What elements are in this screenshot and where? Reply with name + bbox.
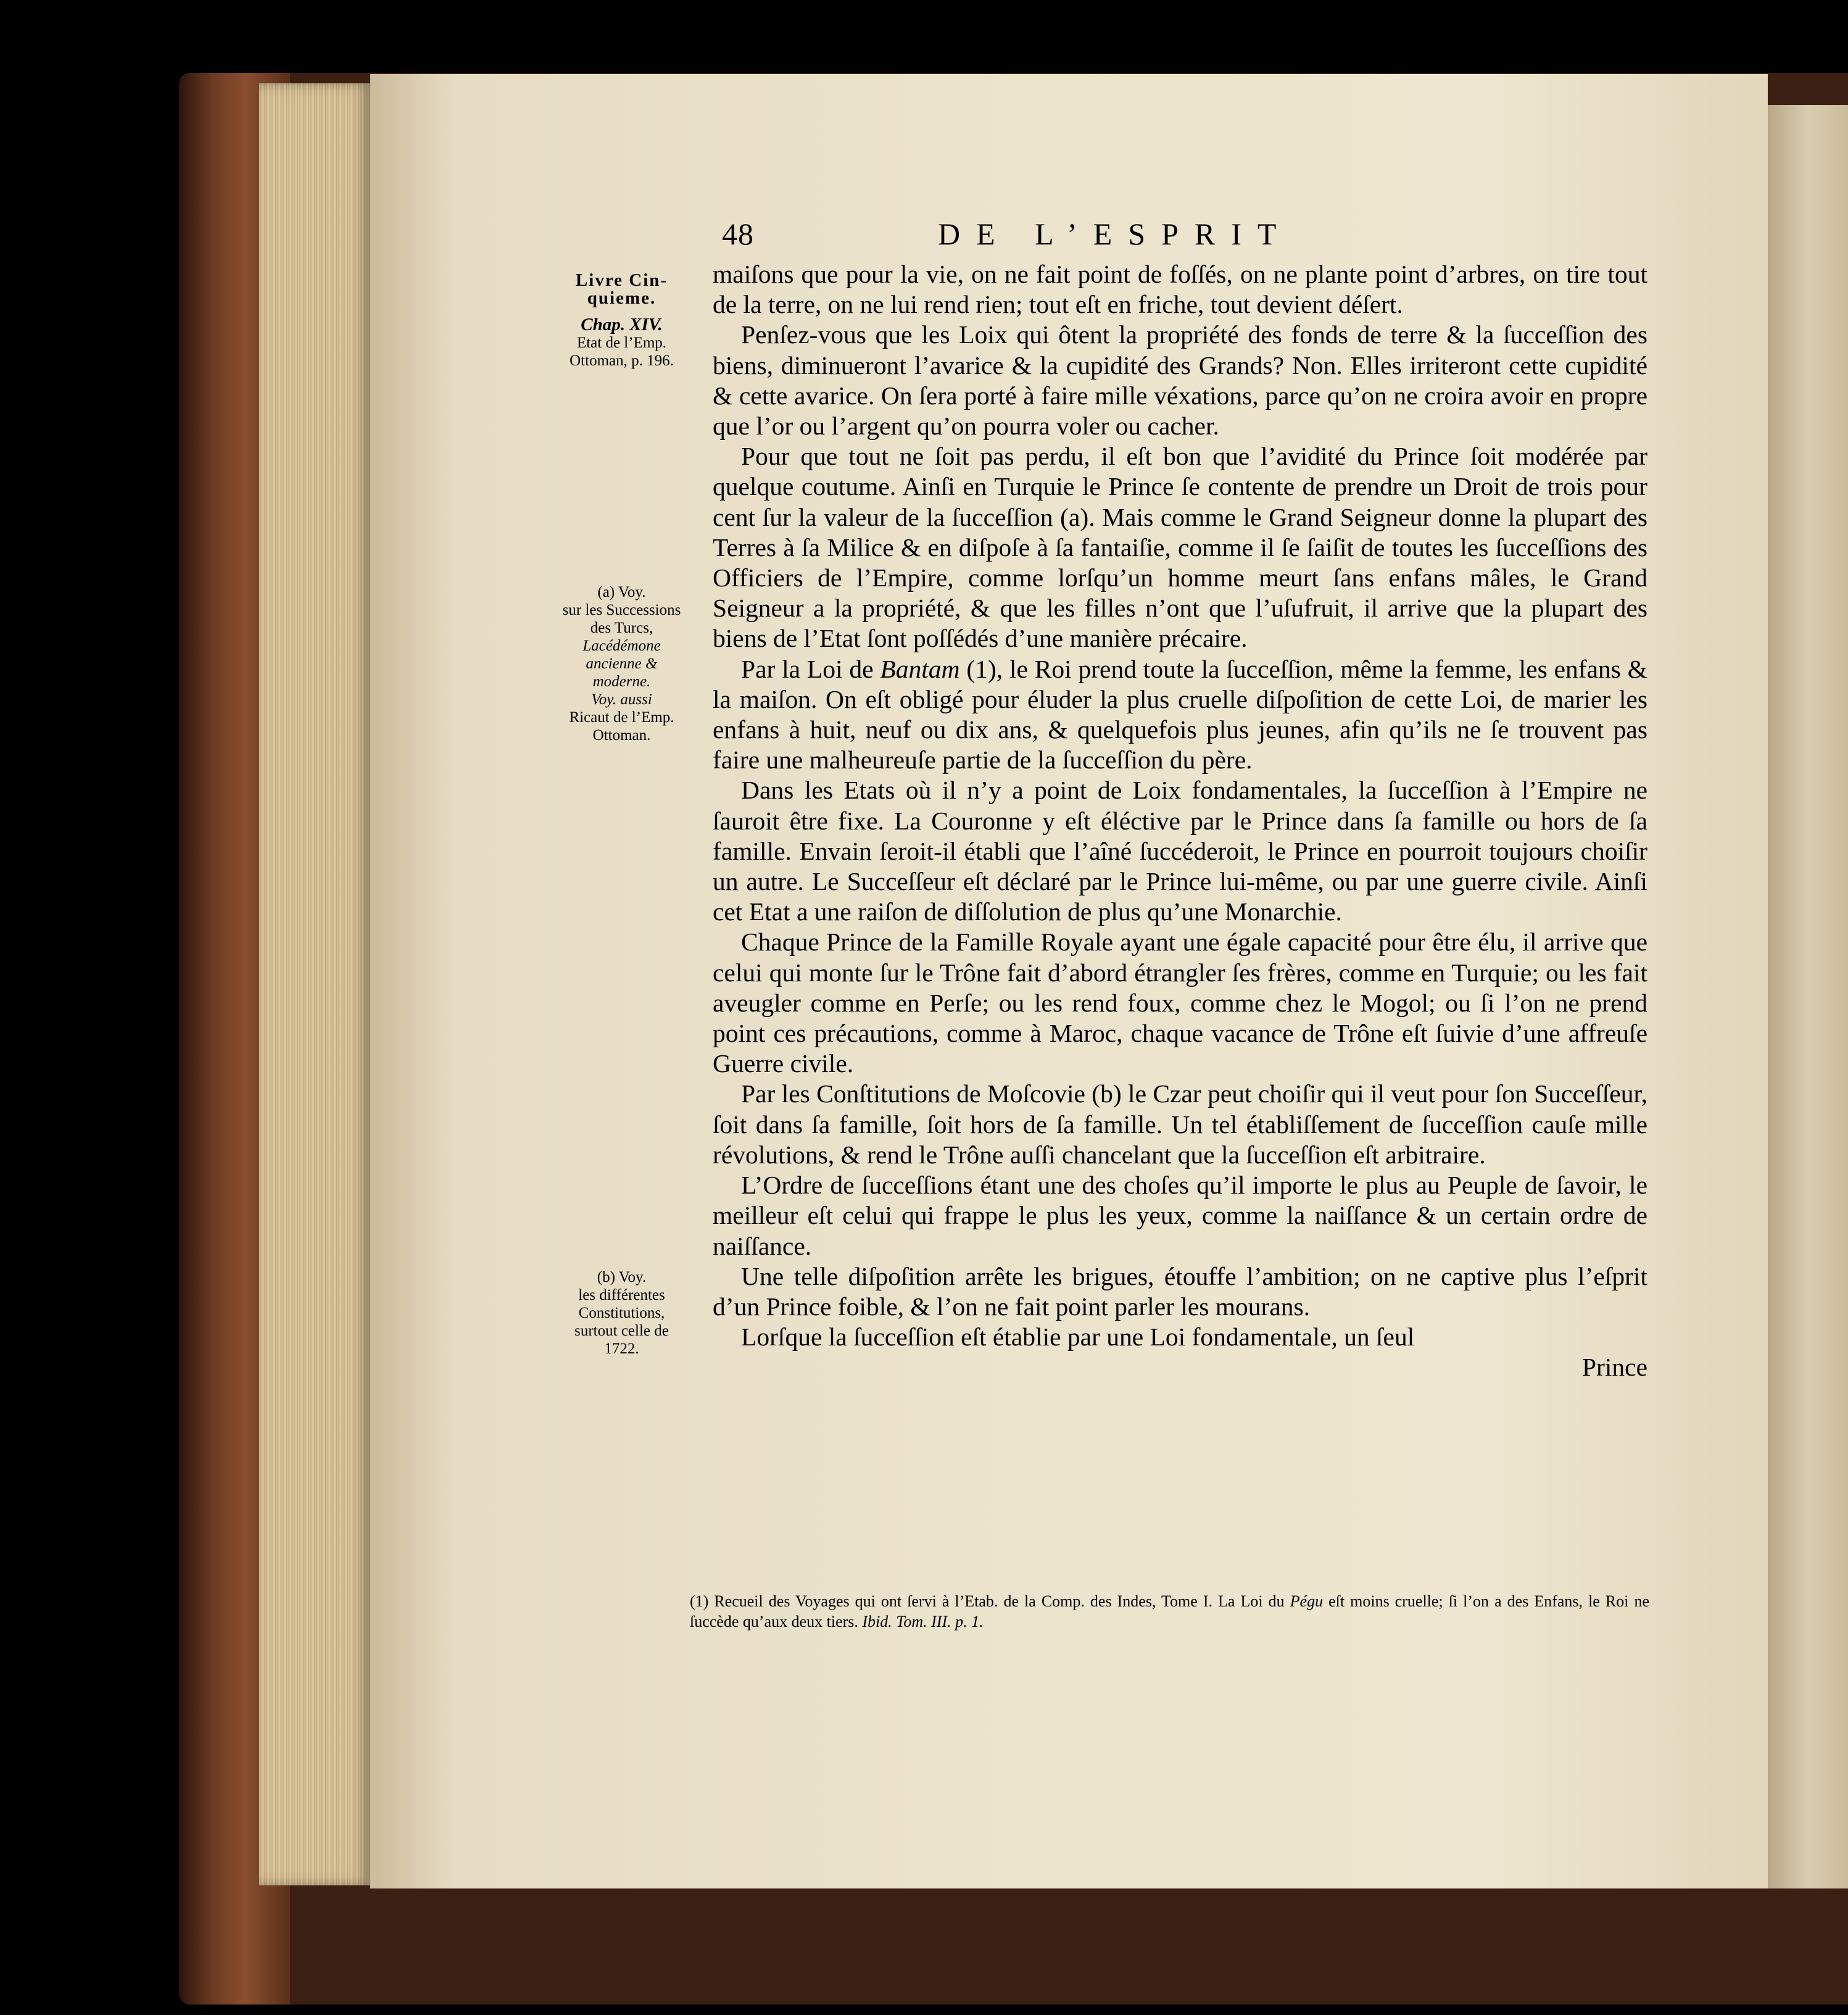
note-b-marker: (b) Voy. <box>597 1269 647 1286</box>
place-name: Bantam <box>880 654 960 683</box>
text-run: (1), le Roi prend toute la ſucceſſion, même la femme, les enfans & la maiſon. On eſt obligé pour éluder la plus cruelle diſpoſition de cette Loi, de marier les enfans à huit, neuf ou dix ans, & quelquefois plus jeunes, afin qu’ils ne ſe trouvent pas faire une malheureuſe partie de la ſucceſſion du père. <box>713 654 1647 775</box>
paragraph: Chaque Prince de la Famille Royale ayant une égale capacité pour être élu, il arrive que celui qui monte ſur le Trône fait d’abord étrangler ſes frères, comme en Turquie; ou les fait aveugler comme en Perſe; ou les rend foux, comme chez le Mogol; ou ſi l’on ne prend point ces précautions, comme à Maroc, chaque vacance de Trône eſt ſuivie d’une affreuſe Guerre civile. <box>713 928 1647 1078</box>
margin-note-b <box>555 1268 688 1358</box>
footnote-text: eſt moins cruelle; ſi l’on a des Enfans, le Roi ne ſuccède qu’aux deux tiers. <box>690 1592 1649 1631</box>
margin-reference: Etat de l’Emp. Ottoman, p. 196. <box>570 334 674 369</box>
paragraph: Pour que tout ne ſoit pas perdu, il eſt bon que l’avidité du Prince ſoit modérée par quelque coutume. Ainſi en Turquie le Prince ſe contente de prendre un Droit de trois pour cent ſur la valeur de la ſucceſſion (a). Mais comme le Grand Seigneur donne la plupart des Terres à ſa Milice & en diſpoſe à ſa fantaiſie, comme il ſe ſaiſit de toutes les ſucceſſions des Officiers de l’Empire, comme lorſqu’un homme meurt ſans enfans mâles, le Grand Seigneur a la propriété, & que les filles n’ont que l’uſufruit, il arrive que la plupart des biens de l’Etat ſont poſſédés d’une manière précaire. <box>713 442 1647 653</box>
catchword-line <box>713 1352 1647 1382</box>
catchword: Prince <box>1581 1353 1647 1382</box>
paragraph: Lorſque la ſucceſſion eſt établie par une Loi fondamentale, un ſeul <box>741 1323 1415 1352</box>
note-a-source: Ricaut de l’Emp. Ottoman. <box>569 709 674 744</box>
margin-note-a <box>555 583 688 744</box>
note-a-marker: (a) Voy. <box>597 584 646 600</box>
page-number: 48 <box>722 217 754 251</box>
facing-page-edge <box>1768 105 1848 1888</box>
footnote-ibid: Ibid. Tom. III. p. 1. <box>862 1613 984 1631</box>
paragraph: L’Ordre de ſucceſſions étant une des choſes qu’il importe le plus au Peuple de ſavoir, le meilleur eſt celui qui frappe le plus les yeux, comme la naiſſance & un certain ordre de naiſſance. <box>713 1171 1647 1260</box>
chapter-label: Chap. XIV. <box>581 315 663 334</box>
note-b-text: les différentes Constitutions, surtout celle de 1722. <box>574 1287 669 1357</box>
note-a-see-also: Voy. aussi <box>591 691 652 708</box>
footnote-place: Pégu <box>1290 1592 1324 1610</box>
page-edges <box>259 83 370 1885</box>
note-a-text: sur les Successions des Turcs, <box>562 602 681 636</box>
paragraph: Par les Conſtitutions de Moſcovie (b) le Czar peut choiſir qui il veut pour ſon Succeſſeur, ſoit dans ſa famille, ſoit hors de ſa famille. Un tel établiſſement de ſucceſſion cauſe mille révolutions, & rend le Trône auſſi chancelant que la ſucceſſion eſt arbitraire. <box>713 1079 1647 1169</box>
paragraph: maiſons que pour la vie, on ne fait point de foſſés, on ne plante point d’arbres, on tire tout de la terre, on ne lui rend rien; tout eſt en friche, tout devient déſert. <box>713 260 1647 319</box>
footnote <box>690 1591 1649 1632</box>
book-label: Livre Cin-quieme. <box>575 270 668 308</box>
text-run: Par la Loi de <box>741 654 880 683</box>
main-text <box>713 259 1647 1383</box>
paragraph: Une telle diſpoſition arrête les brigues, étouffe l’ambition; on ne captive plus l’eſprit d’un Prince foible, & l’on ne fait point parler les mourans. <box>713 1261 1647 1321</box>
paragraph <box>713 654 1647 776</box>
paragraph: Dans les Etats où il n’y a point de Loix fondamentales, la ſucceſſion à l’Empire ne ſauroit être fixe. La Couronne y eſt éléctive par le Prince dans ſa famille ou hors de ſa famille. Envain ſeroit-il établi que l’aîné ſuccéderoit, le Prince en pourroit toujours choiſir un autre. Le Succeſſeur eſt déclaré par le Prince lui-même, ou par une guerre civile. Ainſi cet Etat a une raiſon de diſſolution de plus qu’une Monarchie. <box>713 776 1647 926</box>
note-a-title: Lacédémone ancienne & moderne. <box>582 638 661 690</box>
margin-note-top <box>555 272 688 370</box>
running-head: DE L’ESPRIT <box>938 217 1293 251</box>
paragraph: Penſez-vous que les Loix qui ôtent la propriété des fonds de terre & la ſucceſſion des biens, diminueront l’avarice & la cupidité des Grands? Non. Elles irriteront cette cupidité & cette avarice. On ſera porté à faire mille véxations, parce qu’on ne croira avoir en propre que l’or ou l’argent qu’on pourra voler ou cacher. <box>713 320 1647 441</box>
footnote-text: (1) Recueil des Voyages qui ont ſervi à l’Etab. de la Comp. des Indes, Tome I. La Loi du <box>690 1592 1290 1610</box>
